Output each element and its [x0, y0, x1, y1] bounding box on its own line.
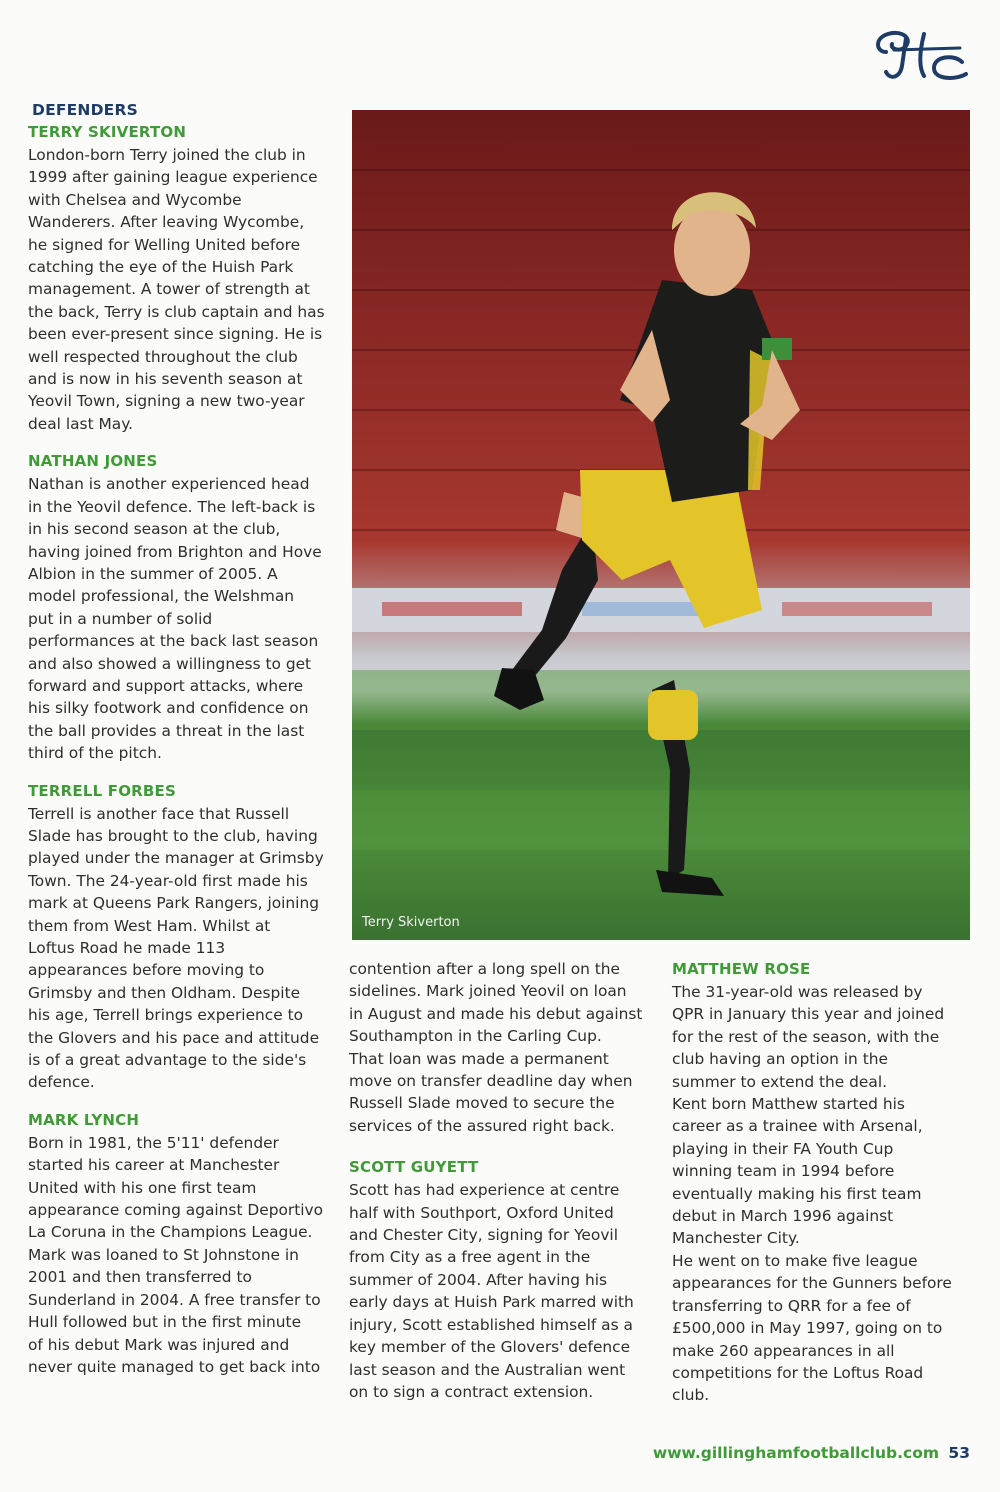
player-name: NATHAN JONES: [28, 452, 158, 471]
player-name: TERRY SKIVERTON: [28, 123, 187, 141]
player-bio: Scott has had experience at centre half with Southport, Oxford United and Chester City, signing for Yeovil from City as a free agent in the summer of 2004. After having his early days at Huish Park marred with injury, Scott established himself as a key member of the Glovers' defence last season and the Australian went on to sign a contract extension.: [349, 1181, 634, 1401]
player-name: MARK LYNCH: [28, 1110, 140, 1129]
column-right: [672, 958, 972, 1407]
website-link[interactable]: www.gillinghamfootballclub.com: [652, 1444, 940, 1462]
gfc-logo-icon: [872, 22, 972, 88]
player-name: TERRELL FORBES: [28, 781, 176, 800]
club-logo: [872, 22, 972, 88]
player-bio: Born in 1981, the 5'11' defender started his career at Manchester United with his one first team appearance coming against Deportivo La Coruna in the Champions League. Mark was loaned to St Johnstone in 2001 and then transferred to Sunderland in 2004. A free transfer to Hull followed but in the first minute of his debut Mark was injured and never quite managed to get back into: [28, 1133, 324, 1376]
player-bio-continued: contention after a long spell on the sidelines. Mark joined Yeovil on loan in August and made his debut against Southampton in the Carling Cup. That loan was made a permanent move on transfer deadline day when Russell Slade moved to secure the services of the assured right back.: [349, 960, 643, 1135]
player-entry-terrell-forbes: [28, 780, 333, 1094]
photo-caption: Terry Skiverton: [362, 915, 460, 930]
player-entry-terry-skiverton: [28, 121, 333, 435]
player-name: SCOTT GUYETT: [349, 1158, 479, 1177]
player-entry-mark-lynch: [28, 1109, 333, 1378]
section-title: DEFENDERS: [32, 101, 138, 119]
page-number: 53: [948, 1444, 970, 1462]
column-left: [28, 121, 333, 1378]
player-entry-scott-guyett: [349, 1156, 649, 1403]
page-footer: [653, 1444, 970, 1462]
player-bio: Terrell is another face that Russell Slade has brought to the club, having played under the manager at Grimsby Town. The 24-year-old first made his mark at Queens Park Rangers, joining them from West Ham. Whilst at Loftus Road he made 113 appearances before moving to Grimsby and then Oldham. Despite his age, Terrell brings experience to the Glovers and his pace and attitude is of a great advantage to the side's defence.: [28, 804, 324, 1092]
player-bio: Nathan is another experienced head in the Yeovil defence. The left-back is in his second season at the club, having joined from Brighton and Hove Albion in the summer of 2005. A model professional, the Welshman put in a number of solid performances at the back last season and also showed a willingness to get forward and support attacks, where his silky footwork and confidence on the ball provides a threat in the last third of the pitch.: [28, 475, 322, 763]
column-middle: [349, 958, 649, 1403]
player-name: MATTHEW ROSE: [672, 960, 811, 978]
player-entry-matthew-rose: [672, 958, 972, 1407]
player-photo: [352, 110, 970, 940]
player-entry-nathan-jones: [28, 450, 333, 764]
player-bio: London-born Terry joined the club in 1999 after gaining league experience with Chelsea and Wycombe Wanderers. After leaving Wycombe, he signed for Welling United before catching the eye of the Huish Park management. A tower of strength at the back, Terry is club captain and has been ever-present since signing. He is well respected throughout the club and is now in his seventh season at Yeovil Town, signing a new two-year deal last May.: [28, 146, 325, 433]
player-bio: The 31-year-old was released by QPR in January this year and joined for the rest of the season, with the club having an option in the summer to extend the deal. Kent born Matthew started his career as a trainee with Arsenal, playing in their FA Youth Cup winning team in 1994 before eventually making his first team debut in March 1996 against Manchester City. He went on to make five league appearances for the Gunners before transferring to QRR for a fee of £500,000 in May 1997, going on to make 260 appearances in all competitions for the Loftus Road club.: [672, 983, 952, 1405]
footballer-illustration: [352, 110, 970, 940]
